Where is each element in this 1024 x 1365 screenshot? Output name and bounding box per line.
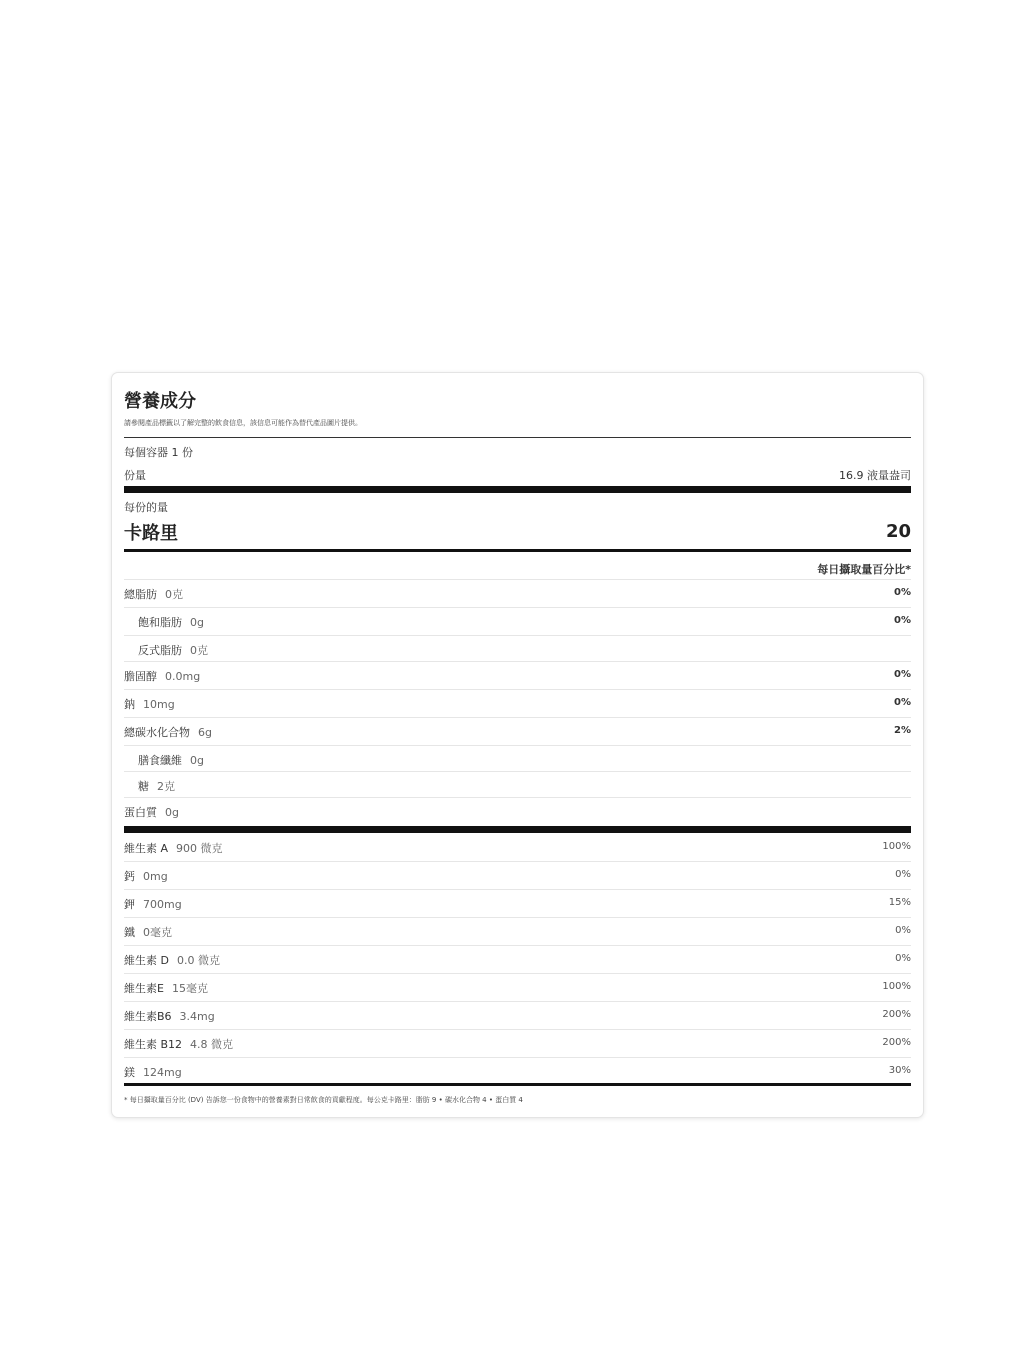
nutrient-name: 鈉 10mg	[124, 698, 175, 711]
amount-per-serving: 每份的量	[124, 501, 168, 514]
nutrient-name: 總碳水化合物 6g	[124, 726, 212, 739]
vitamin-name: 維生素 A 900 微克	[124, 842, 223, 855]
thick-divider	[124, 826, 911, 833]
medium-divider	[124, 549, 911, 552]
nutrient-row-sugars	[124, 772, 911, 798]
vitamin-name: 鈣 0mg	[124, 870, 168, 883]
nutrient-name: 總脂肪 0克	[124, 588, 183, 601]
vitamin-name: 維生素B6 3.4mg	[124, 1010, 215, 1023]
nutrition-subtitle: 請參閱產品標籤以了解完整的飲食信息，該信息可能作為替代產品圖片提供。	[124, 419, 362, 427]
nutrient-name: 膽固醇 0.0mg	[124, 670, 201, 683]
vitamin-row-calcium	[124, 862, 911, 890]
calories-label: 卡路里	[124, 523, 178, 544]
medium-divider	[124, 1083, 911, 1086]
nutrient-row-trans-fat	[124, 636, 911, 662]
vitamin-name: 鐵 0毫克	[124, 926, 172, 939]
vitamin-dv: 15%	[888, 897, 911, 908]
vitamin-dv: 0%	[895, 925, 911, 936]
vitamin-name: 鎂 124mg	[124, 1066, 182, 1079]
nutrient-dv: 0%	[894, 587, 911, 598]
nutrient-dv: 0%	[894, 615, 911, 626]
vitamin-name: 維生素 D 0.0 微克	[124, 954, 220, 967]
nutrient-name: 反式脂肪 0克	[138, 644, 208, 657]
nutrient-name: 膳食纖維 0g	[138, 754, 204, 767]
vitamin-dv: 0%	[895, 869, 911, 880]
vitamin-name: 維生素 B12 4.8 微克	[124, 1038, 234, 1051]
vitamin-dv: 200%	[882, 1009, 911, 1020]
servings-per-container: 每個容器 1 份	[124, 446, 193, 459]
nutrient-row-dietary-fiber	[124, 746, 911, 772]
serving-size-label: 份量	[124, 469, 146, 482]
vitamin-row-magnesium	[124, 1058, 911, 1086]
nutrition-facts-card	[111, 372, 924, 1118]
daily-value-footnote: * 每日攝取量百分比 (DV) 告訴您一份食物中的營養素對日常飲食的貢獻程度。每公克卡路里：脂肪 9 • 碳水化合物 4 • 蛋白質 4	[124, 1096, 523, 1104]
nutrient-row-cholesterol	[124, 662, 911, 690]
nutrient-row-saturated-fat	[124, 608, 911, 636]
nutrient-name: 糖 2克	[138, 780, 175, 793]
nutrition-title: 營養成分	[124, 391, 196, 412]
vitamin-name: 維生素E 15毫克	[124, 982, 208, 995]
nutrient-row-sodium	[124, 690, 911, 718]
nutrient-row-total-carbohydrate	[124, 718, 911, 746]
divider	[124, 437, 911, 438]
vitamin-dv: 30%	[888, 1065, 911, 1076]
vitamin-dv: 0%	[895, 953, 911, 964]
vitamin-row-potassium	[124, 890, 911, 918]
dv-header: 每日攝取量百分比*	[817, 563, 911, 576]
vitamin-name: 鉀 700mg	[124, 898, 182, 911]
vitamin-dv: 100%	[882, 841, 911, 852]
nutrient-row-total-fat	[124, 580, 911, 608]
serving-size-value: 16.9 液量盎司	[839, 469, 911, 482]
vitamin-row-iron	[124, 918, 911, 946]
nutrient-name: 蛋白質 0g	[124, 806, 179, 819]
vitamin-row-a	[124, 834, 911, 862]
nutrient-dv: 0%	[894, 697, 911, 708]
nutrient-dv: 2%	[894, 725, 911, 736]
calories-value: 20	[885, 521, 911, 542]
vitamin-row-d	[124, 946, 911, 974]
nutrient-dv: 0%	[894, 669, 911, 680]
vitamin-dv: 200%	[882, 1037, 911, 1048]
vitamin-row-e	[124, 974, 911, 1002]
nutrient-name: 飽和脂肪 0g	[138, 616, 204, 629]
vitamin-row-b6	[124, 1002, 911, 1030]
vitamin-dv: 100%	[882, 981, 911, 992]
vitamin-row-b12	[124, 1030, 911, 1058]
nutrient-row-protein	[124, 798, 911, 824]
thick-divider	[124, 486, 911, 493]
